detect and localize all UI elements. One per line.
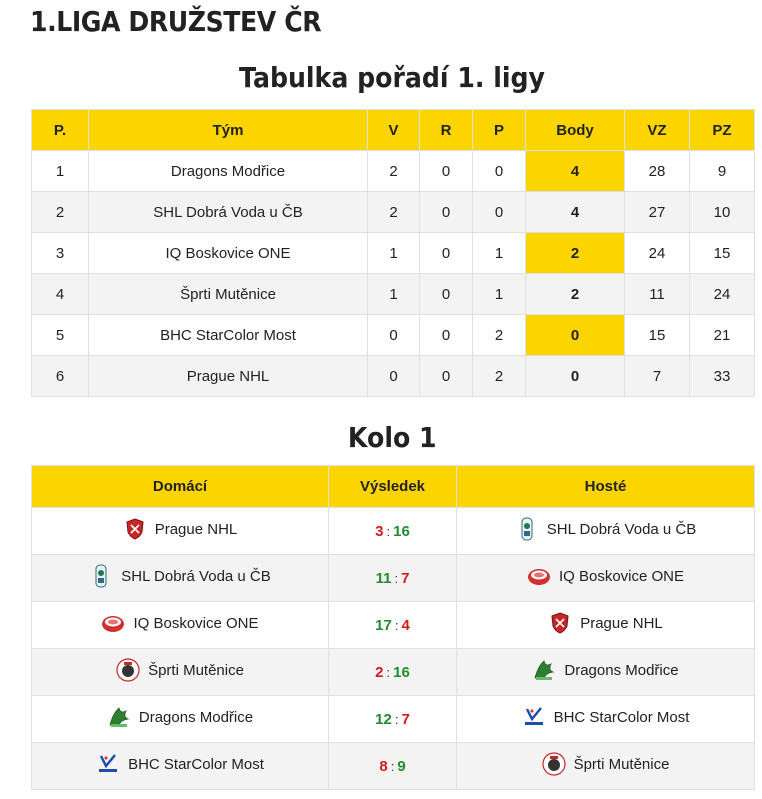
cell-position: 4 (32, 274, 89, 315)
iq-boskovice-logo (527, 564, 551, 588)
col-header-away: Hosté (457, 466, 755, 508)
table-row (32, 192, 755, 233)
cell-points: 4 (526, 192, 625, 233)
cell-wins: 1 (368, 274, 420, 315)
sprti-logo (116, 658, 140, 682)
cell-draws: 0 (420, 315, 473, 356)
away-score: 7 (401, 710, 410, 728)
shl-logo (515, 517, 539, 541)
score-separator: : (394, 570, 399, 586)
cell-draws: 0 (420, 233, 473, 274)
round-title (31, 420, 753, 456)
result-cell[interactable] (329, 555, 457, 602)
dragons-logo (532, 658, 556, 682)
away-score: 7 (401, 569, 410, 587)
home-team[interactable] (101, 611, 258, 635)
shl-logo (89, 564, 113, 588)
away-team-name: Prague NHL (580, 614, 663, 632)
home-score: 11 (375, 569, 392, 587)
home-team[interactable] (107, 705, 253, 729)
score-separator: : (386, 664, 391, 680)
cell-points: 4 (526, 151, 625, 192)
cell-draws: 0 (420, 192, 473, 233)
cell-points: 2 (526, 233, 625, 274)
table-row (32, 356, 755, 397)
col-header-draws[interactable]: R (420, 110, 473, 151)
home-team-cell[interactable] (32, 555, 329, 602)
match-score[interactable] (375, 711, 410, 728)
cell-team[interactable]: Prague NHL (89, 356, 368, 397)
col-header-position[interactable]: P. (32, 110, 89, 151)
cell-goals-against: 21 (690, 315, 755, 356)
cell-points: 0 (526, 315, 625, 356)
away-score: 16 (393, 522, 410, 540)
match-row (32, 649, 755, 696)
cell-draws: 0 (420, 151, 473, 192)
standings-title (31, 60, 753, 96)
cell-goals-for: 15 (625, 315, 690, 356)
standings-table (31, 109, 755, 397)
away-team[interactable] (527, 564, 684, 588)
away-team[interactable] (522, 705, 690, 729)
away-team-cell[interactable] (457, 696, 755, 743)
home-team[interactable] (123, 517, 238, 541)
score-separator: : (394, 711, 399, 727)
cell-losses: 2 (473, 315, 526, 356)
home-team-cell[interactable] (32, 508, 329, 555)
cell-wins: 2 (368, 151, 420, 192)
home-team[interactable] (89, 564, 271, 588)
cell-goals-against: 10 (690, 192, 755, 233)
away-team[interactable] (542, 752, 670, 776)
home-team-cell[interactable] (32, 602, 329, 649)
home-team-cell[interactable] (32, 743, 329, 790)
table-row (32, 151, 755, 192)
cell-points: 0 (526, 356, 625, 397)
away-score: 16 (393, 663, 410, 681)
cell-goals-for: 11 (625, 274, 690, 315)
away-team-cell[interactable] (457, 743, 755, 790)
match-row (32, 555, 755, 602)
cell-losses: 0 (473, 192, 526, 233)
iq-boskovice-logo (101, 611, 125, 635)
cell-goals-against: 9 (690, 151, 755, 192)
dragons-logo (107, 705, 131, 729)
prague-nhl-logo (548, 611, 572, 635)
cell-team[interactable]: Dragons Modřice (89, 151, 368, 192)
match-row (32, 743, 755, 790)
cell-draws: 0 (420, 356, 473, 397)
home-team-name: Dragons Modřice (138, 708, 254, 726)
score-separator: : (394, 617, 399, 633)
match-row (32, 602, 755, 649)
home-team-name: Prague NHL (154, 520, 238, 538)
cell-losses: 1 (473, 274, 526, 315)
away-team-cell[interactable] (457, 508, 755, 555)
cell-goals-for: 24 (625, 233, 690, 274)
home-score: 2 (375, 663, 384, 681)
away-team[interactable] (548, 611, 663, 635)
away-team-name: Dragons Modřice (564, 661, 679, 679)
cell-wins: 0 (368, 315, 420, 356)
score-separator: : (386, 523, 391, 539)
col-header-wins[interactable]: V (368, 110, 420, 151)
cell-goals-against: 24 (690, 274, 755, 315)
home-score: 17 (375, 616, 392, 634)
away-team-cell[interactable] (457, 649, 755, 696)
score-separator: : (390, 758, 395, 774)
bhc-logo (522, 705, 546, 729)
match-row (32, 696, 755, 743)
col-header-goals-against[interactable]: PZ (690, 110, 755, 151)
cell-goals-for: 7 (625, 356, 690, 397)
cell-team[interactable]: SHL Dobrá Voda u ČB (89, 192, 368, 233)
sprti-logo (542, 752, 566, 776)
col-header-losses[interactable]: P (473, 110, 526, 151)
result-cell[interactable] (329, 743, 457, 790)
cell-losses: 1 (473, 233, 526, 274)
match-score[interactable] (375, 664, 410, 681)
away-team[interactable] (532, 658, 678, 682)
col-header-home: Domácí (32, 466, 329, 508)
round-title-text: Kolo 1 (347, 421, 437, 454)
home-team-cell[interactable] (32, 696, 329, 743)
home-score: 8 (379, 757, 388, 775)
away-team-cell[interactable] (457, 602, 755, 649)
home-team-cell[interactable] (32, 649, 329, 696)
cell-losses: 2 (473, 356, 526, 397)
away-team-cell[interactable] (457, 555, 755, 602)
match-score[interactable] (376, 570, 410, 587)
standings-title-text: Tabulka pořadí 1. ligy (239, 61, 545, 94)
bhc-logo (96, 752, 120, 776)
cell-draws: 0 (420, 274, 473, 315)
match-score[interactable] (375, 523, 410, 540)
match-row (32, 508, 755, 555)
col-header-team[interactable]: Tým (89, 110, 368, 151)
cell-team[interactable]: IQ Boskovice ONE (89, 233, 368, 274)
cell-losses: 0 (473, 151, 526, 192)
match-score[interactable] (379, 758, 405, 775)
cell-team[interactable]: BHC StarColor Most (89, 315, 368, 356)
standings-header-row (32, 110, 755, 151)
away-score: 4 (401, 616, 410, 634)
cell-goals-against: 15 (690, 233, 755, 274)
home-team-name: BHC StarColor Most (128, 755, 264, 773)
table-row (32, 233, 755, 274)
home-score: 12 (375, 710, 392, 728)
result-cell[interactable] (329, 602, 457, 649)
cell-position: 6 (32, 356, 89, 397)
prague-nhl-logo (123, 517, 147, 541)
table-row (32, 315, 755, 356)
home-team-name: SHL Dobrá Voda u ČB (121, 567, 271, 585)
table-row (32, 274, 755, 315)
col-header-goals-for[interactable]: VZ (625, 110, 690, 151)
cell-team[interactable]: Šprti Mutěnice (89, 274, 368, 315)
col-header-result: Výsledek (329, 466, 457, 508)
page-title: 1.LIGA DRUŽSTEV ČR (30, 5, 322, 38)
col-header-points[interactable]: Body (526, 110, 625, 151)
result-cell[interactable] (329, 696, 457, 743)
home-team-name: IQ Boskovice ONE (133, 614, 259, 632)
home-team[interactable] (116, 658, 244, 682)
result-cell[interactable] (329, 508, 457, 555)
result-cell[interactable] (329, 649, 457, 696)
home-score: 3 (375, 522, 384, 540)
home-team[interactable] (96, 752, 264, 776)
away-team-name: Šprti Mutěnice (573, 755, 670, 773)
cell-position: 2 (32, 192, 89, 233)
away-score: 9 (397, 757, 406, 775)
away-team-name: BHC StarColor Most (553, 708, 690, 726)
cell-points: 2 (526, 274, 625, 315)
cell-wins: 2 (368, 192, 420, 233)
away-team[interactable] (515, 517, 697, 541)
cell-wins: 1 (368, 233, 420, 274)
cell-goals-against: 33 (690, 356, 755, 397)
away-team-name: SHL Dobrá Voda u ČB (546, 520, 697, 538)
round-results-table (31, 465, 755, 790)
cell-position: 3 (32, 233, 89, 274)
cell-position: 1 (32, 151, 89, 192)
round-header-row (32, 466, 755, 508)
cell-position: 5 (32, 315, 89, 356)
home-team-name: Šprti Mutěnice (148, 661, 244, 679)
cell-goals-for: 28 (625, 151, 690, 192)
away-team-name: IQ Boskovice ONE (558, 567, 685, 585)
cell-goals-for: 27 (625, 192, 690, 233)
match-score[interactable] (375, 617, 410, 634)
cell-wins: 0 (368, 356, 420, 397)
